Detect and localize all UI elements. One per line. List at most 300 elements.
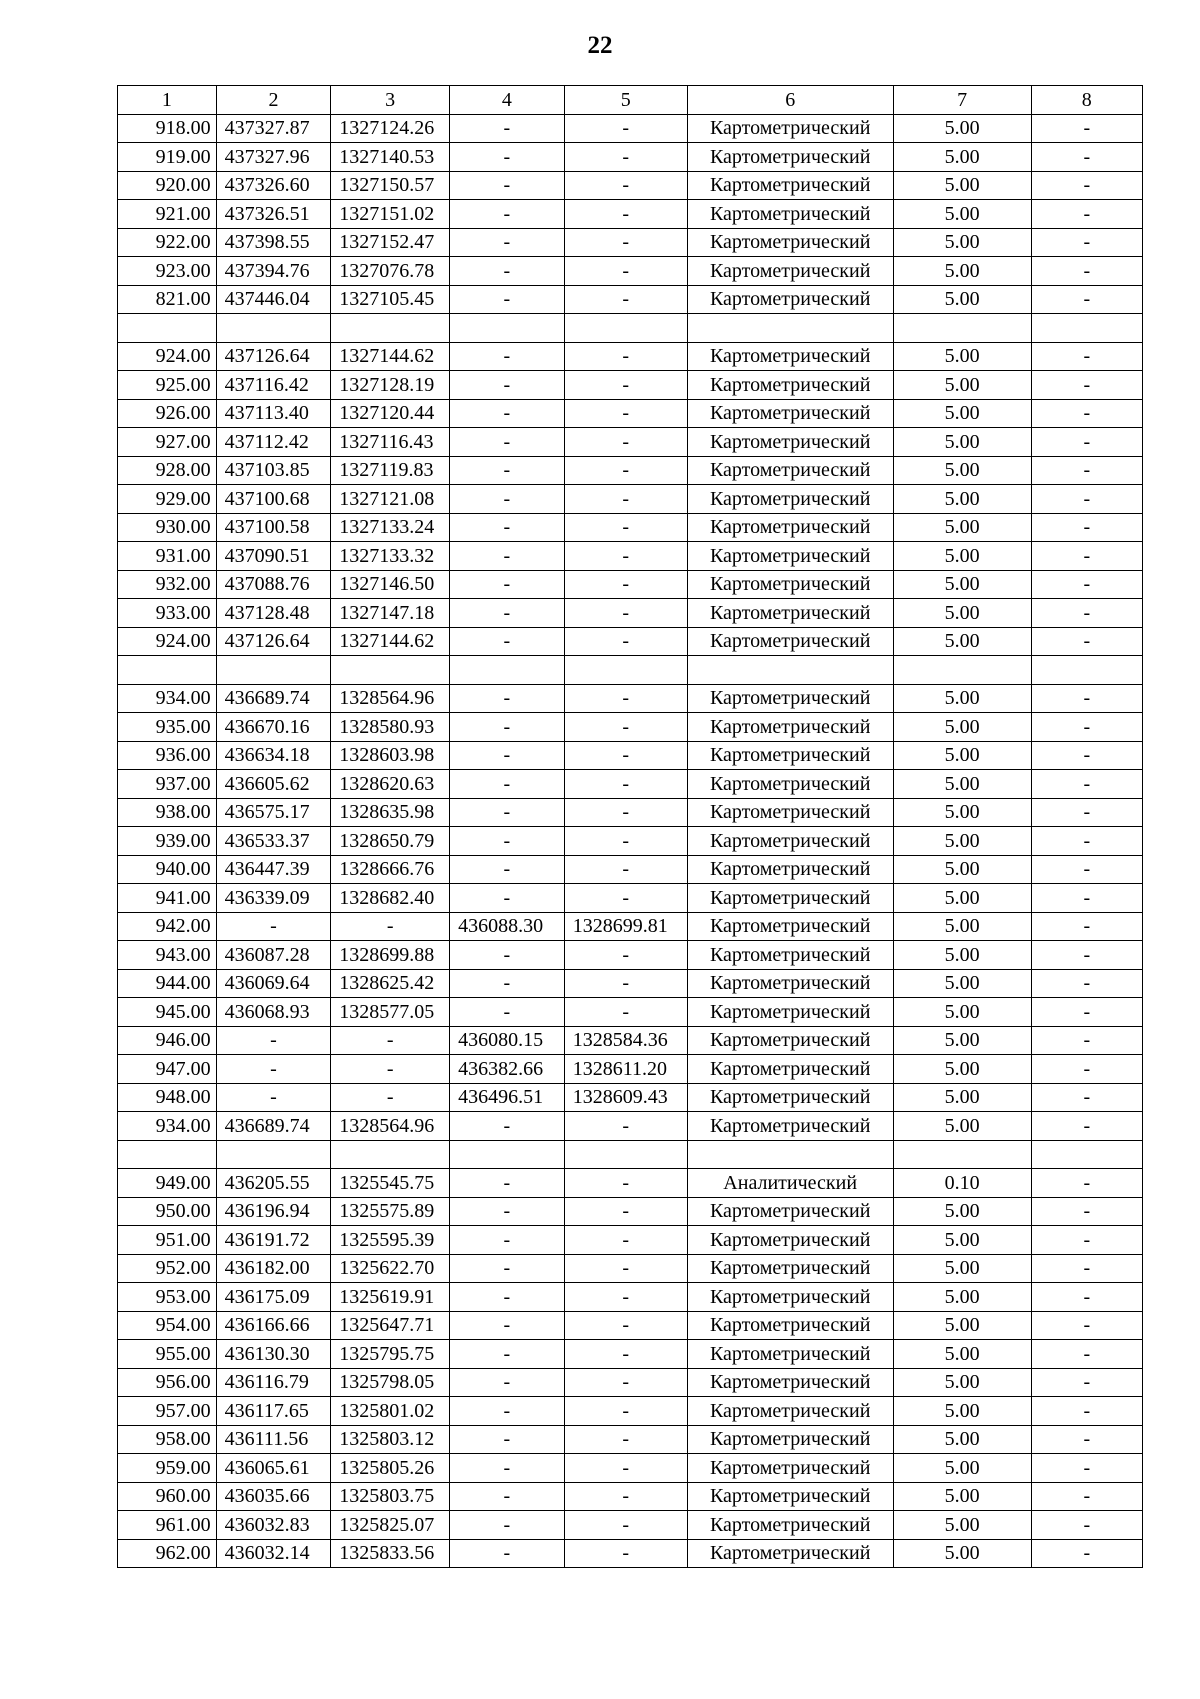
table-cell-col4: - [450,1454,565,1483]
table-cell-col3: 1327120.44 [331,399,450,428]
table-cell-col8: - [1031,1482,1142,1511]
table-row [118,969,1143,998]
table-row [118,998,1143,1027]
table-cell-col7: 5.00 [893,741,1031,770]
table-cell-col3: 1328682.40 [331,884,450,913]
table-cell-col3: 1325833.56 [331,1539,450,1568]
table-cell-col1: 923.00 [118,257,217,286]
table-cell-col5: - [564,969,687,998]
table-cell-col7: 5.00 [893,855,1031,884]
table-cell-col4: - [450,627,565,656]
table-cell-col4: - [450,542,565,571]
table-row [118,1539,1143,1568]
table-row [118,285,1143,314]
table-cell-col1: 924.00 [118,342,217,371]
table-row [118,741,1143,770]
table-row [118,570,1143,599]
table-cell-col1: 949.00 [118,1169,217,1198]
table-cell-col6: Картометрический [687,200,893,229]
table-cell-col1: 955.00 [118,1340,217,1369]
table-cell-col4: - [450,456,565,485]
table-cell-col6: Картометрический [687,285,893,314]
table-cell-col4: - [450,200,565,229]
table-cell-col2: 436575.17 [216,798,331,827]
table-cell-col2: 437394.76 [216,257,331,286]
table-cell-col7: 5.00 [893,200,1031,229]
table-cell-col5: - [564,713,687,742]
table-cell-col6: Картометрический [687,1055,893,1084]
table-cell-col1 [118,314,217,343]
table-cell-col4: - [450,1425,565,1454]
table-cell-col4: 436496.51 [450,1083,565,1112]
table-cell-col8: - [1031,713,1142,742]
table-cell-col7: 5.00 [893,827,1031,856]
table-cell-col1: 938.00 [118,798,217,827]
table-cell-col6: Картометрический [687,1112,893,1141]
table-cell-col1: 925.00 [118,371,217,400]
table-cell-col7: 5.00 [893,770,1031,799]
table-cell-col3: 1327116.43 [331,428,450,457]
table-cell-col3: 1327151.02 [331,200,450,229]
table-cell-col2: 437103.85 [216,456,331,485]
table-cell-col5: - [564,827,687,856]
table-cell-col8: - [1031,627,1142,656]
table-cell-col8: - [1031,1055,1142,1084]
table-cell-col1: 943.00 [118,941,217,970]
table-row [118,1083,1143,1112]
table-cell-col2: 436191.72 [216,1226,331,1255]
table-cell-col3: 1328564.96 [331,684,450,713]
table-cell-col4: - [450,371,565,400]
table-cell-col7: 5.00 [893,1368,1031,1397]
table-cell-col6: Картометрический [687,371,893,400]
table-cell-col8: - [1031,1511,1142,1540]
table-row [118,599,1143,628]
table-cell-col2: 437326.60 [216,171,331,200]
table-cell-col6: Картометрический [687,570,893,599]
table-cell-col3 [331,656,450,685]
table-cell-col3: 1325803.75 [331,1482,450,1511]
table-row [118,912,1143,941]
table-cell-col5: - [564,941,687,970]
table-cell-col2: 436447.39 [216,855,331,884]
table-cell-col2: 436689.74 [216,684,331,713]
table-cell-col4: - [450,1254,565,1283]
table-cell-col1: 926.00 [118,399,217,428]
table-cell-col4: - [450,114,565,143]
table-row [118,1511,1143,1540]
table-cell-col5: - [564,114,687,143]
table-cell-col5: - [564,1254,687,1283]
table-cell-col5: - [564,171,687,200]
table-cell-col7: 5.00 [893,1397,1031,1426]
table-row [118,884,1143,913]
table-row [118,513,1143,542]
table-cell-col7: 5.00 [893,513,1031,542]
table-cell-col1: 956.00 [118,1368,217,1397]
table-row [118,1283,1143,1312]
table-cell-col5: - [564,627,687,656]
table-cell-col8: - [1031,1539,1142,1568]
table-cell-col7: 5.00 [893,114,1031,143]
table-cell-col7: 5.00 [893,798,1031,827]
table-cell-col8: - [1031,1454,1142,1483]
table-row [118,371,1143,400]
table-cell-col8: - [1031,741,1142,770]
table-cell-col8: - [1031,1226,1142,1255]
table-cell-col1: 941.00 [118,884,217,913]
table-cell-col7: 5.00 [893,399,1031,428]
table-cell-col3: 1325622.70 [331,1254,450,1283]
table-cell-col4: - [450,941,565,970]
table-cell-col6: Картометрический [687,513,893,542]
table-cell-col1: 960.00 [118,1482,217,1511]
table-cell-col1: 935.00 [118,713,217,742]
table-cell-col5: 1328699.81 [564,912,687,941]
table-row [118,143,1143,172]
table-cell-col5: - [564,884,687,913]
table-cell-col5 [564,314,687,343]
table-cell-col7: 5.00 [893,1112,1031,1141]
table-cell-col3: 1325795.75 [331,1340,450,1369]
table-cell-col1: 937.00 [118,770,217,799]
page-number: 22 [587,32,613,59]
table-row [118,1226,1143,1255]
table-cell-col2: 436117.65 [216,1397,331,1426]
table-cell-col7: 5.00 [893,1482,1031,1511]
table-cell-col2: 436196.94 [216,1197,331,1226]
table-cell-col7: 5.00 [893,285,1031,314]
table-cell-col7: 5.00 [893,342,1031,371]
table-cell-col1: 951.00 [118,1226,217,1255]
table-cell-col5: - [564,1397,687,1426]
table-cell-col7: 5.00 [893,1511,1031,1540]
column-header-2: 2 [216,86,331,115]
table-cell-col1: 950.00 [118,1197,217,1226]
table-cell-col7: 5.00 [893,1340,1031,1369]
table-cell-col5: - [564,1425,687,1454]
table-cell-col8: - [1031,912,1142,941]
table-cell-col1: 962.00 [118,1539,217,1568]
table-cell-col2: - [216,1026,331,1055]
table-cell-col7: 5.00 [893,542,1031,571]
table-cell-col7: 5.00 [893,570,1031,599]
table-cell-col7: 5.00 [893,371,1031,400]
table-cell-col1: 936.00 [118,741,217,770]
table-cell-col1: 821.00 [118,285,217,314]
table-cell-col6: Картометрический [687,1083,893,1112]
table-cell-col4: - [450,1112,565,1141]
table-cell-col4: - [450,428,565,457]
table-cell-col1: 927.00 [118,428,217,457]
table-cell-col3: 1325647.71 [331,1311,450,1340]
table-cell-col3: 1325825.07 [331,1511,450,1540]
table-cell-col1: 920.00 [118,171,217,200]
table-row [118,1340,1143,1369]
table-cell-col5: - [564,542,687,571]
table-cell-col2: 436116.79 [216,1368,331,1397]
table-cell-col8: - [1031,1397,1142,1426]
table-cell-col1: 961.00 [118,1511,217,1540]
table-cell-col1: 918.00 [118,114,217,143]
table-cell-col5: - [564,798,687,827]
table-cell-col7 [893,314,1031,343]
table-row [118,1482,1143,1511]
table-cell-col7: 5.00 [893,1254,1031,1283]
table-cell-col6: Картометрический [687,1340,893,1369]
table-cell-col3: 1327133.32 [331,542,450,571]
table-cell-col3 [331,314,450,343]
table-cell-col8: - [1031,1197,1142,1226]
table-cell-col6: Картометрический [687,114,893,143]
table-cell-col8: - [1031,342,1142,371]
table-cell-col3: - [331,1083,450,1112]
table-cell-col3: 1325805.26 [331,1454,450,1483]
table-cell-col7: 5.00 [893,884,1031,913]
table-cell-col8: - [1031,371,1142,400]
table-cell-col1: 934.00 [118,684,217,713]
table-cell-col7: 5.00 [893,912,1031,941]
table-cell-col2: 436205.55 [216,1169,331,1198]
table-cell-col5: 1328584.36 [564,1026,687,1055]
table-cell-col8: - [1031,941,1142,970]
table-cell-col5: - [564,1311,687,1340]
table-cell-col1: 922.00 [118,228,217,257]
table-cell-col6: Картометрический [687,599,893,628]
table-row [118,200,1143,229]
table-cell-col7: 5.00 [893,998,1031,1027]
table-cell-col6: Картометрический [687,1197,893,1226]
table-cell-col1: 933.00 [118,599,217,628]
table-cell-col4 [450,314,565,343]
table-cell-col5: - [564,855,687,884]
table-cell-col8: - [1031,1283,1142,1312]
table-row [118,114,1143,143]
table-cell-col4: - [450,285,565,314]
table-cell-col6: Картометрический [687,884,893,913]
table-row [118,399,1143,428]
table-cell-col2: - [216,912,331,941]
table-cell-col2: 437090.51 [216,542,331,571]
table-cell-col4: - [450,684,565,713]
table-cell-col2: 436069.64 [216,969,331,998]
table-cell-col3: 1328620.63 [331,770,450,799]
table-cell-col5: - [564,1539,687,1568]
table-cell-col2: 437326.51 [216,200,331,229]
table-cell-col8: - [1031,827,1142,856]
table-cell-col5: - [564,570,687,599]
table-cell-col8: - [1031,1368,1142,1397]
table-cell-col5: 1328611.20 [564,1055,687,1084]
table-cell-col8: - [1031,513,1142,542]
table-row [118,1368,1143,1397]
table-cell-col1: 932.00 [118,570,217,599]
table-cell-col8: - [1031,770,1142,799]
table-cell-col3: 1327146.50 [331,570,450,599]
table-cell-col3: 1325619.91 [331,1283,450,1312]
table-cell-col4 [450,656,565,685]
table-row [118,1397,1143,1426]
table-cell-col8: - [1031,428,1142,457]
table-cell-col1: 946.00 [118,1026,217,1055]
table-cell-col7: 5.00 [893,599,1031,628]
table-cell-col2: 437100.58 [216,513,331,542]
table-separator-row [118,656,1143,685]
table-cell-col7: 0.10 [893,1169,1031,1198]
table-cell-col1: 924.00 [118,627,217,656]
table-cell-col8: - [1031,969,1142,998]
table-cell-col4: - [450,1368,565,1397]
table-cell-col7: 5.00 [893,428,1031,457]
table-cell-col6: Картометрический [687,1454,893,1483]
table-cell-col6: Картометрический [687,969,893,998]
table-cell-col7: 5.00 [893,627,1031,656]
table-cell-col2: 436087.28 [216,941,331,970]
table-cell-col5: - [564,1112,687,1141]
table-cell-col8: - [1031,399,1142,428]
table-cell-col7 [893,1140,1031,1169]
table-cell-col2: 436035.66 [216,1482,331,1511]
table-row [118,1055,1143,1084]
table-cell-col3: 1327152.47 [331,228,450,257]
table-cell-col2: 436670.16 [216,713,331,742]
table-cell-col7: 5.00 [893,171,1031,200]
table-cell-col7: 5.00 [893,1083,1031,1112]
table-cell-col2 [216,656,331,685]
column-header-5: 5 [564,86,687,115]
table-cell-col7 [893,656,1031,685]
table-cell-col7: 5.00 [893,1311,1031,1340]
table-cell-col8: - [1031,998,1142,1027]
table-cell-col5: - [564,1511,687,1540]
table-cell-col8: - [1031,1112,1142,1141]
table-cell-col4: - [450,1226,565,1255]
table-cell-col7: 5.00 [893,228,1031,257]
table-cell-col5 [564,1140,687,1169]
table-cell-col1: 945.00 [118,998,217,1027]
table-cell-col1: 944.00 [118,969,217,998]
table-cell-col7: 5.00 [893,941,1031,970]
table-cell-col8: - [1031,1340,1142,1369]
table-cell-col4: - [450,770,565,799]
table-cell-col6: Картометрический [687,542,893,571]
table-cell-col3: 1327147.18 [331,599,450,628]
table-cell-col6: Картометрический [687,428,893,457]
table-cell-col6: Картометрический [687,1539,893,1568]
table-cell-col3: 1325801.02 [331,1397,450,1426]
column-header-1: 1 [118,86,217,115]
table-cell-col1: 939.00 [118,827,217,856]
table-cell-col2: 437398.55 [216,228,331,257]
table-cell-col4: 436080.15 [450,1026,565,1055]
table-cell-col1: 921.00 [118,200,217,229]
table-cell-col3: 1327121.08 [331,485,450,514]
table-row [118,342,1143,371]
table-cell-col6: Картометрический [687,713,893,742]
table-cell-col2 [216,1140,331,1169]
table-row [118,1254,1143,1283]
table-cell-col3: 1327119.83 [331,456,450,485]
table-cell-col8: - [1031,599,1142,628]
table-cell-col8: - [1031,485,1142,514]
table-row [118,1311,1143,1340]
table-cell-col3: 1327105.45 [331,285,450,314]
table-cell-col4: - [450,1397,565,1426]
table-cell-col2: 437100.68 [216,485,331,514]
table-cell-col4: - [450,1539,565,1568]
table-cell-col6: Картометрический [687,741,893,770]
table-cell-col5: - [564,684,687,713]
table-row [118,428,1143,457]
table-cell-col2: 436111.56 [216,1425,331,1454]
table-cell-col8: - [1031,542,1142,571]
table-cell-col1: 959.00 [118,1454,217,1483]
table-cell-col6: Картометрический [687,1482,893,1511]
table-cell-col3: 1325803.12 [331,1425,450,1454]
table-cell-col8: - [1031,1254,1142,1283]
table-row [118,1197,1143,1226]
table-cell-col3: 1325595.39 [331,1226,450,1255]
table-cell-col1: 952.00 [118,1254,217,1283]
table-cell-col7: 5.00 [893,1055,1031,1084]
table-cell-col6: Картометрический [687,941,893,970]
table-cell-col2: 437112.42 [216,428,331,457]
table-cell-col3: 1327133.24 [331,513,450,542]
table-cell-col1: 953.00 [118,1283,217,1312]
table-cell-col8 [1031,314,1142,343]
table-cell-col3 [331,1140,450,1169]
table-cell-col5: - [564,456,687,485]
table-cell-col3: 1328580.93 [331,713,450,742]
table-cell-col4: - [450,1169,565,1198]
table-cell-col7: 5.00 [893,1425,1031,1454]
table-cell-col4: - [450,798,565,827]
table-cell-col3: 1325575.89 [331,1197,450,1226]
table-cell-col5: - [564,1197,687,1226]
table-cell-col2: 437116.42 [216,371,331,400]
table-cell-col7: 5.00 [893,1454,1031,1483]
table-cell-col3: 1325545.75 [331,1169,450,1198]
table-cell-col4: - [450,1311,565,1340]
table-cell-col5: - [564,342,687,371]
table-row [118,827,1143,856]
table-cell-col2: 436032.14 [216,1539,331,1568]
table-cell-col2: 437446.04 [216,285,331,314]
table-cell-col6 [687,1140,893,1169]
table-cell-col4: - [450,1283,565,1312]
table-cell-col5: - [564,770,687,799]
table-cell-col8: - [1031,570,1142,599]
table-cell-col6: Картометрический [687,827,893,856]
table-cell-col8: - [1031,456,1142,485]
table-cell-col1: 947.00 [118,1055,217,1084]
column-header-8: 8 [1031,86,1142,115]
column-header-6: 6 [687,86,893,115]
table-cell-col3: - [331,1055,450,1084]
table-cell-col2: 436533.37 [216,827,331,856]
table-cell-col6: Картометрический [687,485,893,514]
table-cell-col3: 1328564.96 [331,1112,450,1141]
table-cell-col6: Картометрический [687,684,893,713]
table-cell-col4: - [450,513,565,542]
table-cell-col7: 5.00 [893,969,1031,998]
table-row [118,257,1143,286]
table-row [118,1425,1143,1454]
table-cell-col3: 1327124.26 [331,114,450,143]
table-cell-col5: - [564,1482,687,1511]
table-cell-col7: 5.00 [893,143,1031,172]
table-separator-row [118,314,1143,343]
